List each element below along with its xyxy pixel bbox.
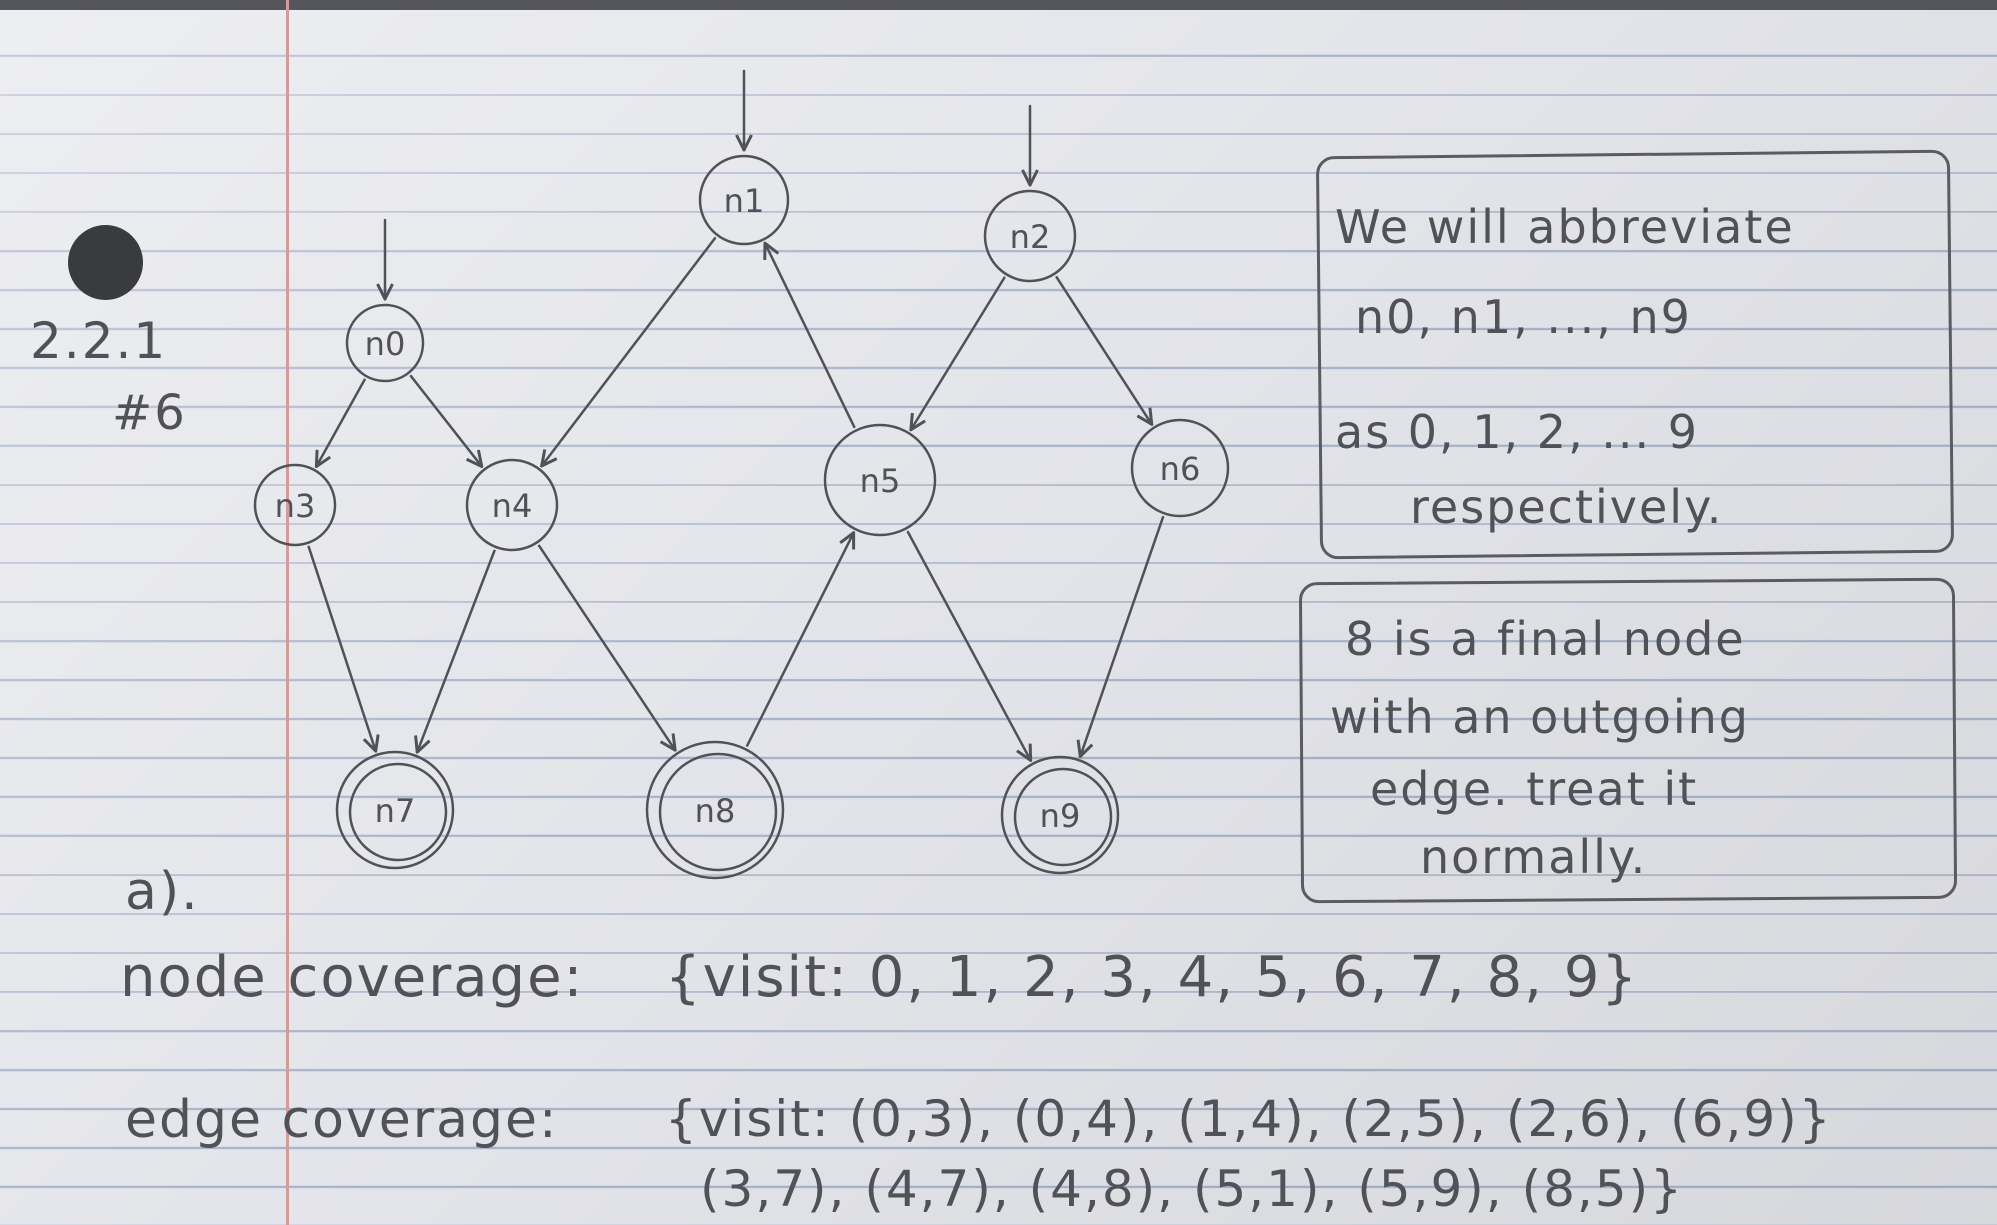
problem-number: #6 <box>112 385 187 441</box>
node-label-n1: n1 <box>723 182 765 220</box>
node-n3 <box>255 465 335 545</box>
node-label-n5: n5 <box>859 462 901 500</box>
node-label-n7: n7 <box>374 792 416 830</box>
note2-line-1: 8 is a final node <box>1345 612 1746 666</box>
node-label-n0: n0 <box>364 325 406 363</box>
note2-line-3: edge. treat it <box>1370 762 1699 816</box>
graph-edges <box>309 238 1163 760</box>
note2-line-2: with an outgoing <box>1330 690 1750 744</box>
node-n1 <box>700 71 788 244</box>
section-label: 2.2.1 <box>30 312 168 370</box>
node-coverage-label: node coverage: <box>120 945 585 1010</box>
node-label-n8: n8 <box>694 792 736 830</box>
node-label-n2: n2 <box>1009 218 1051 256</box>
edge-coverage-line-2: (3,7), (4,7), (4,8), (5,1), (5,9), (8,5)} <box>700 1160 1684 1218</box>
edge-n5-n9 <box>908 532 1031 760</box>
edge-n4-n7 <box>417 551 494 752</box>
node-n2 <box>985 106 1075 281</box>
node-n5 <box>825 425 935 535</box>
node-label-n6: n6 <box>1159 450 1201 488</box>
graph-nodes <box>255 71 1228 878</box>
edge-n5-n1 <box>765 243 854 427</box>
note1-line-1: We will abbreviate <box>1335 200 1795 254</box>
edge-n8-n5 <box>747 533 853 746</box>
edge-n0-n3 <box>316 380 364 467</box>
note1-line-2: n0, n1, ..., n9 <box>1355 290 1692 344</box>
node-n7 <box>337 752 453 868</box>
edge-coverage-line-1: {visit: (0,3), (0,4), (1,4), (2,5), (2,6), (6,9)} <box>665 1090 1833 1148</box>
note2-line-4: normally. <box>1420 830 1648 884</box>
node-n6 <box>1132 420 1228 516</box>
part-a-label: a). <box>125 862 200 922</box>
edge-n4-n8 <box>539 546 675 750</box>
node-n9 <box>1002 757 1118 873</box>
edge-n2-n6 <box>1057 277 1152 424</box>
node-n4 <box>467 460 557 550</box>
edge-n6-n9 <box>1080 517 1163 756</box>
node-coverage-value: {visit: 0, 1, 2, 3, 4, 5, 6, 7, 8, 9} <box>665 945 1640 1010</box>
node-label-n3: n3 <box>274 487 316 525</box>
note1-line-3: as 0, 1, 2, ... 9 <box>1335 405 1700 459</box>
edge-n0-n4 <box>411 376 482 466</box>
edge-n1-n4 <box>542 238 715 466</box>
edge-coverage-label: edge coverage: <box>125 1090 559 1150</box>
node-n0 <box>347 220 423 381</box>
note1-line-4: respectively. <box>1410 480 1724 534</box>
edge-n3-n7 <box>309 547 376 751</box>
node-label-n4: n4 <box>491 487 533 525</box>
edge-n2-n5 <box>911 278 1004 430</box>
node-n8 <box>647 742 783 878</box>
node-label-n9: n9 <box>1039 797 1081 835</box>
